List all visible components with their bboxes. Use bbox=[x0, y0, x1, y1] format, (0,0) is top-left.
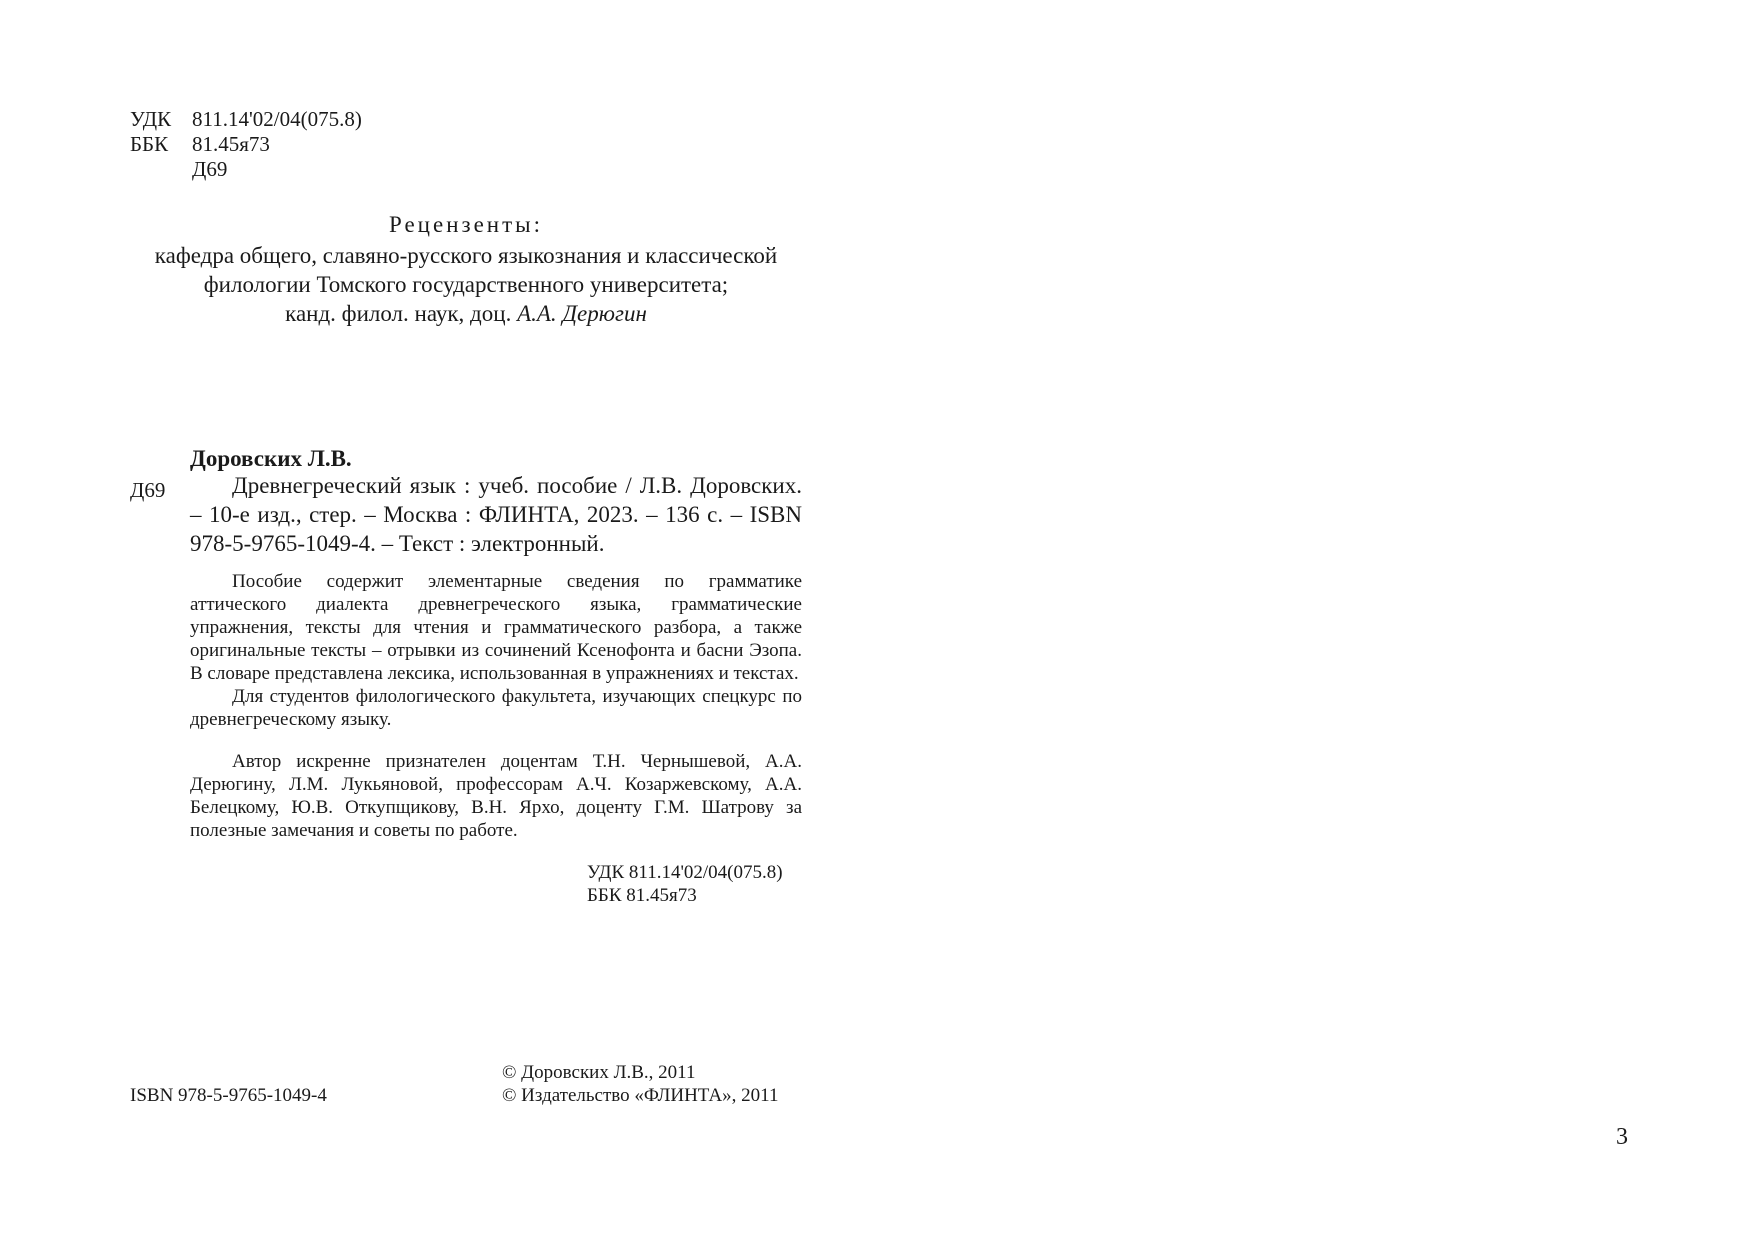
catalog-author: Доровских Л.В. bbox=[190, 446, 352, 471]
udc-footer-udc: УДК 811.14'02/04(075.8) bbox=[587, 862, 783, 883]
reviewers-line-2: филологии Томского государственного университета; bbox=[203, 272, 729, 297]
reviewers-title: Рецензенты: bbox=[388, 212, 544, 237]
udc-label: УДК bbox=[130, 107, 172, 131]
abstract-block bbox=[190, 570, 802, 731]
udc-footer-block bbox=[587, 861, 783, 907]
reviewer-name: А.А. Дерюгин bbox=[517, 301, 647, 326]
udc-value: 811.14'02/04(075.8) bbox=[192, 107, 362, 131]
reviewers-line-3 bbox=[130, 299, 802, 328]
reviewers-block bbox=[130, 210, 802, 328]
isbn: ISBN 978-5-9765-1049-4 bbox=[130, 1085, 327, 1106]
copyright-author: © Доровских Л.В., 2011 bbox=[502, 1062, 696, 1083]
copyright-block bbox=[502, 1061, 778, 1107]
udc-footer-bbk: ББК 81.45я73 bbox=[587, 885, 697, 906]
udc-row bbox=[130, 107, 362, 132]
page-number: 3 bbox=[1616, 1124, 1628, 1150]
bbk-value: 81.45я73 bbox=[192, 132, 270, 156]
bbk-row bbox=[130, 132, 362, 157]
acknowledgement-text: Автор искренне признателен доцентам Т.Н. Чернышевой, А.А. Дерюгину, Л.М. Лукьяновой, профессорам А.Ч. Козаржевскому, А.А. Белецкому, Ю.В. Откупщикову, В.Н. Ярхо, доценту Г.М. Шатрову за полезные замечания и советы по работе. bbox=[190, 751, 802, 841]
catalog-code: Д69 bbox=[130, 478, 166, 502]
bibliographic-description: Древнегреческий язык : учеб. пособие / Л.В. Доровских. – 10-е изд., стер. – Москва : ФЛИНТА, 2023. – 136 с. – ISBN 978-5-9765-1049-4. – Текст : электронный. bbox=[190, 473, 802, 556]
reviewers-line-1: кафедра общего, славяно-русского языкознания и классической bbox=[154, 243, 778, 268]
copyright-publisher: © Издательство «ФЛИНТА», 2011 bbox=[502, 1085, 779, 1106]
author-sign: Д69 bbox=[192, 157, 228, 181]
author-sign-row bbox=[130, 157, 362, 182]
acknowledgement-block bbox=[190, 750, 802, 842]
abstract-paragraph-1: Пособие содержит элементарные сведения по грамматике аттического диалекта древнегреческого языка, грамматические упражнения, тексты для чтения и грамматического разбора, а также оригинальные тексты – отрывки из сочинений Ксенофонта и басни Эзопа. В словаре представлена лексика, использованная в упражнениях и текстах. bbox=[190, 571, 802, 684]
reviewer-title: канд. филол. наук, доц. bbox=[285, 301, 518, 326]
classification-block bbox=[130, 107, 362, 182]
abstract-paragraph-2: Для студентов филологического факультета, изучающих спецкурс по древнегреческому языку. bbox=[190, 686, 802, 730]
bbk-label: ББК bbox=[130, 132, 169, 156]
